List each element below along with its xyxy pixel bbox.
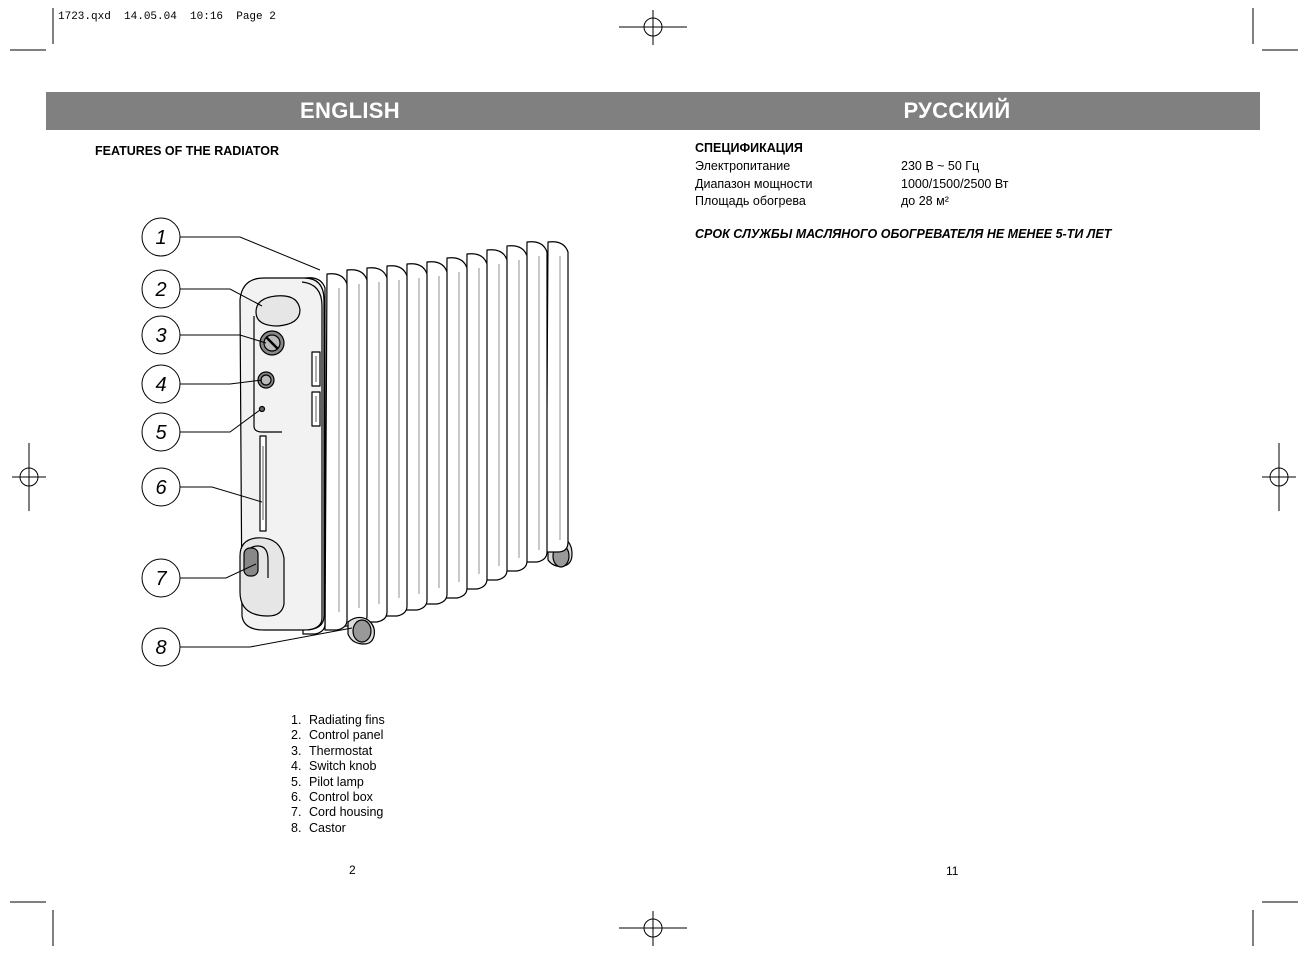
file-slug: 1723.qxd 14.05.04 10:16 Page 2 [58, 11, 276, 23]
spec-value-power-range: 1000/1500/2500 Вт [901, 177, 1009, 191]
spec-label-power-range: Диапазон мощности [695, 177, 813, 191]
spec-value-heating-area: до 28 м² [901, 194, 949, 208]
list-item: 4. Switch knob [291, 759, 377, 774]
spec-label-heating-area: Площадь обогрева [695, 194, 806, 208]
spec-value-power-supply: 230 В ~ 50 Гц [901, 159, 980, 173]
callout-label-8: 8 [155, 637, 167, 659]
page-number-right: 11 [946, 864, 959, 878]
list-item: 7. Cord housing [291, 805, 384, 820]
callout-label-3: 3 [155, 325, 167, 347]
callout-label-6: 6 [155, 477, 167, 499]
features-title: FEATURES OF THE RADIATOR [95, 144, 280, 158]
page-number-left: 2 [349, 863, 356, 877]
callout-label-7: 7 [155, 568, 167, 590]
spec-title: СПЕЦИФИКАЦИЯ [695, 141, 803, 155]
list-item: 5. Pilot lamp [291, 774, 364, 789]
service-life-note: СРОК СЛУЖБЫ МАСЛЯНОГО ОБОГРЕВАТЕЛЯ НЕ МЕНЕЕ 5-ТИ ЛЕТ [695, 227, 1112, 241]
list-item: 2. Control panel [291, 728, 384, 743]
callout-label-2: 2 [155, 279, 167, 301]
spec-label-power-supply: Электропитание [695, 159, 791, 173]
list-item: 3. Thermostat [291, 743, 373, 758]
list-item: 1. Radiating fins [291, 713, 385, 727]
callout-label-1: 1 [155, 227, 167, 249]
list-item: 8. Castor [291, 820, 346, 835]
callout-label-4: 4 [155, 374, 167, 396]
header-title-english: ENGLISH [300, 98, 400, 123]
list-item: 6. Control box [291, 790, 373, 805]
header-title-russian: РУССКИЙ [903, 98, 1011, 123]
parts-list [291, 713, 385, 836]
callout-label-5: 5 [155, 422, 167, 444]
